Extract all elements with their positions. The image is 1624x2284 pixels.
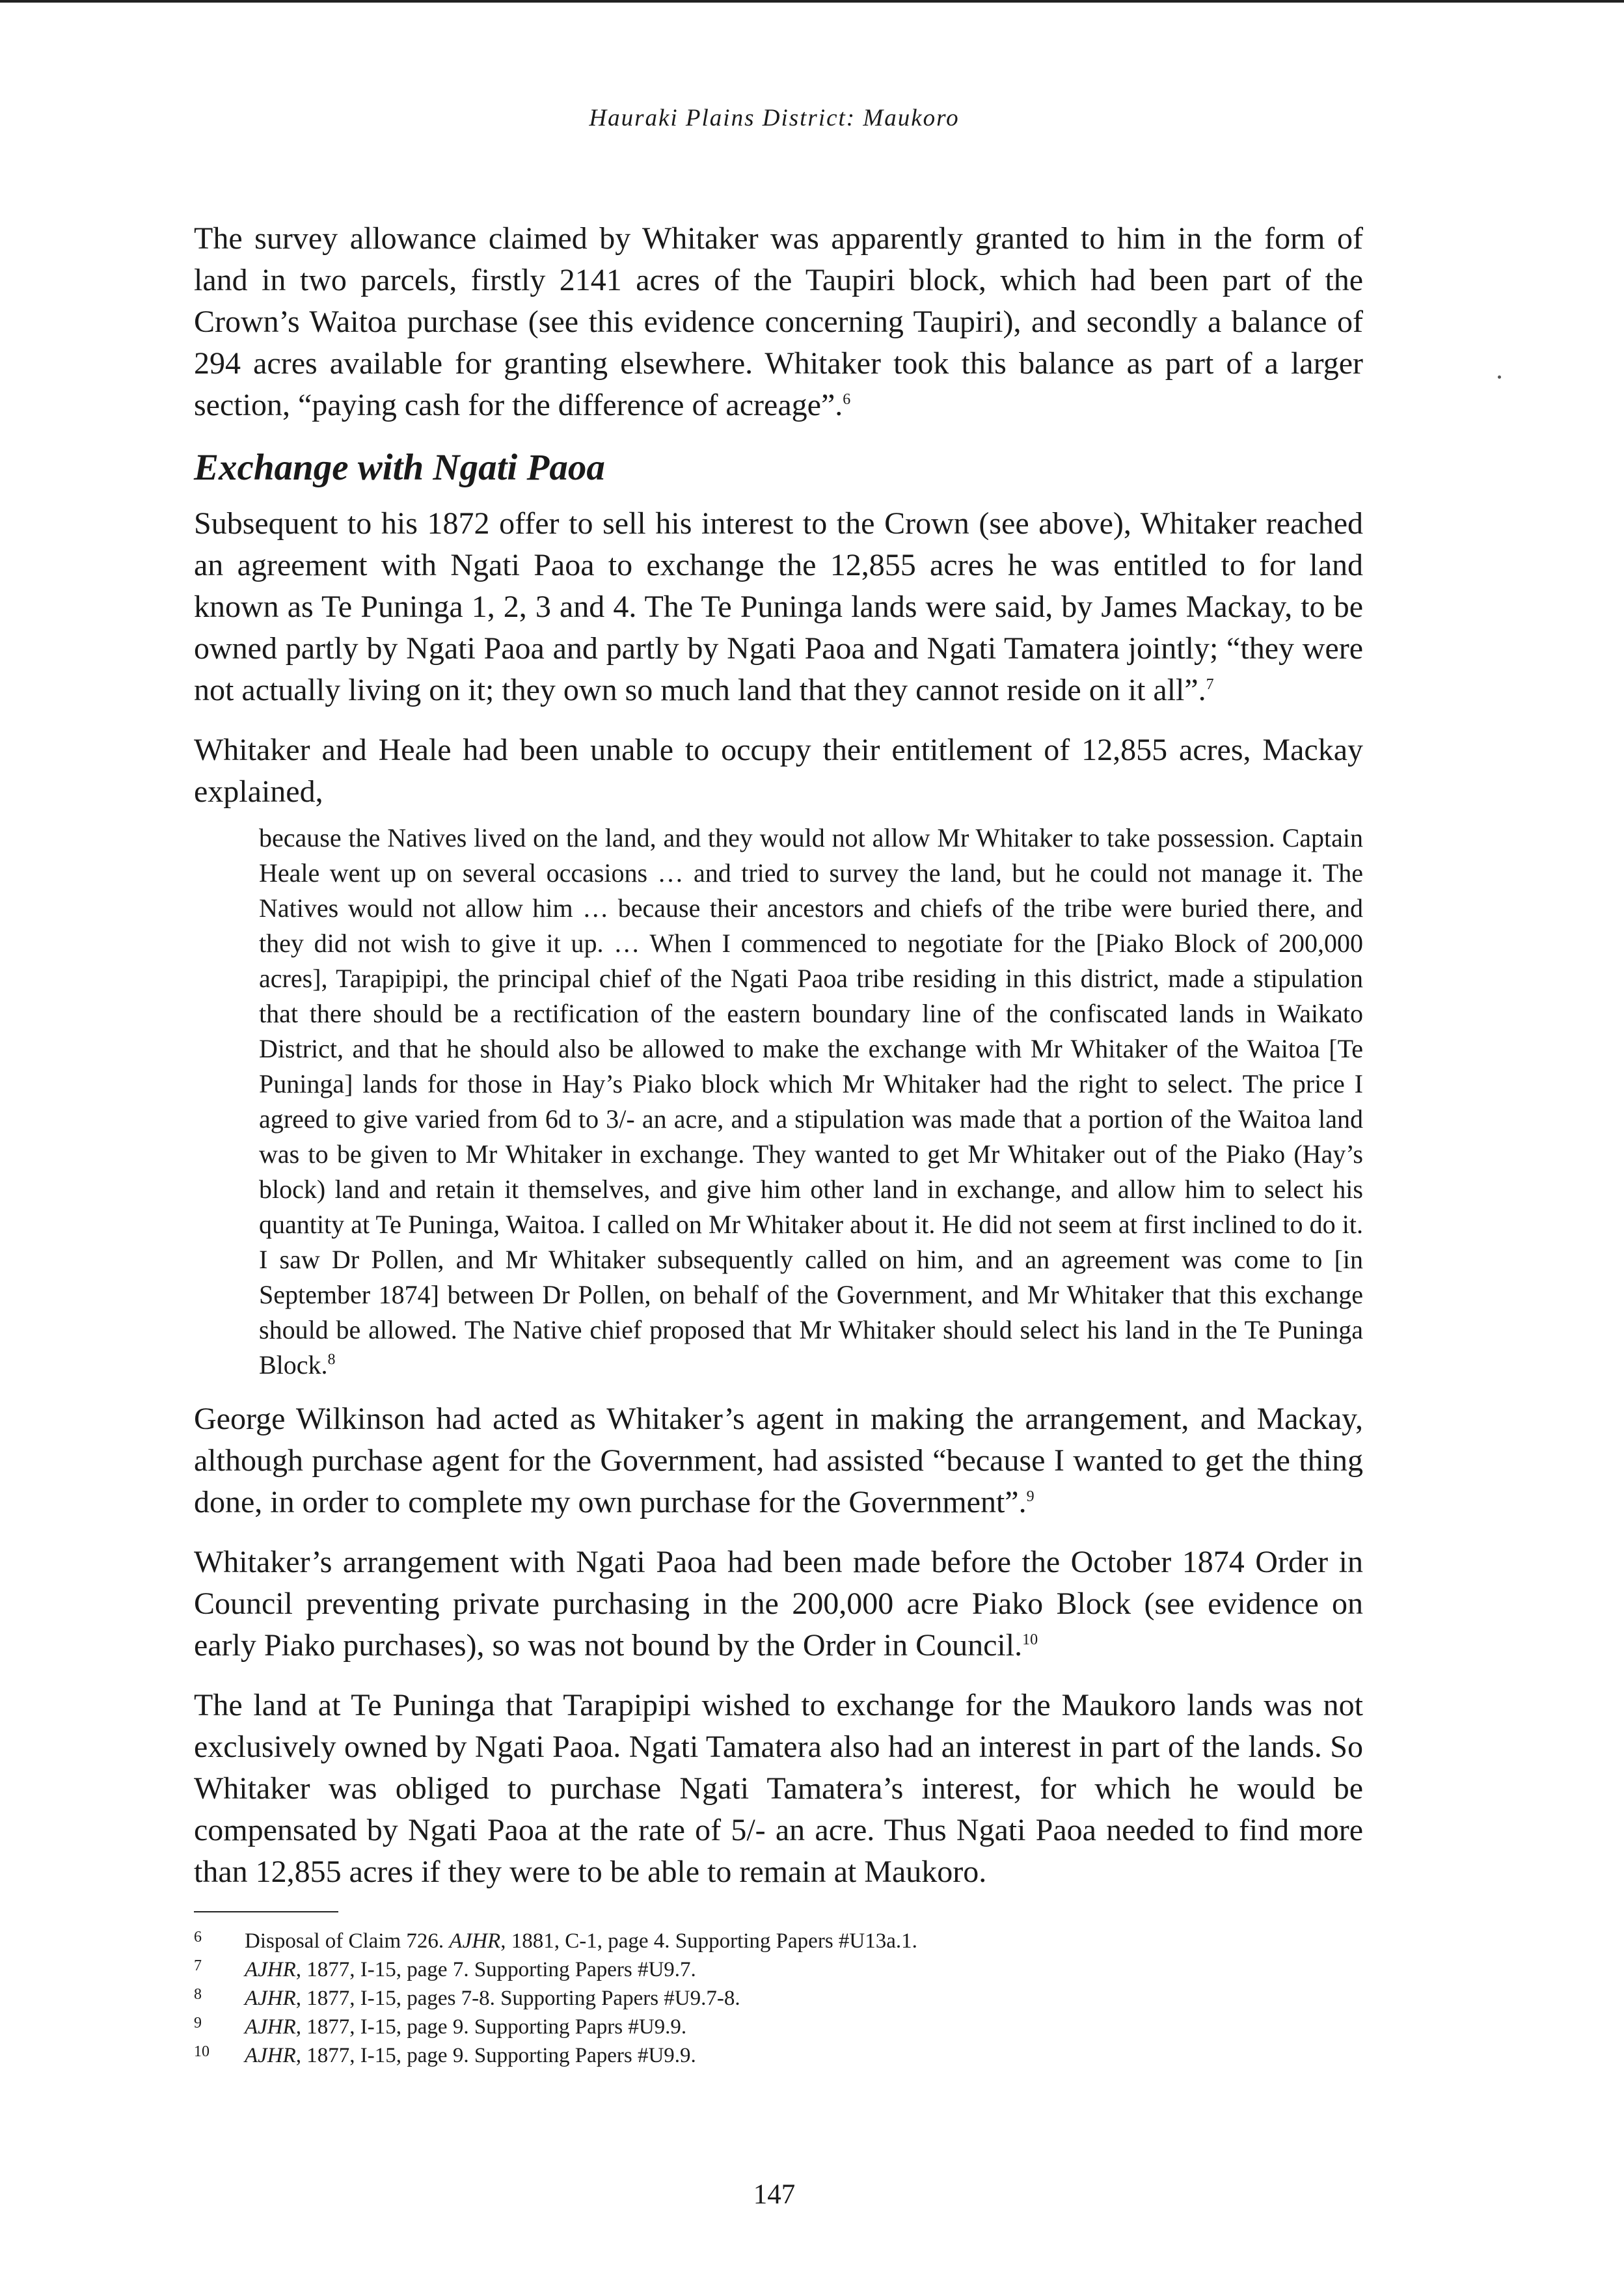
page-body (194, 218, 1363, 2070)
paragraph-te-puninga-ownership: The land at Te Puninga that Tarapipipi wished to exchange for the Maukoro lands was not exclusively owned by Ngati Paoa. Ngati Tamatera also had an interest in part of the lands. So Whitaker was obliged to purchase Ngati Tamatera’s interest, for which he would be compensated by Ngati Paoa at the rate of 5/- an acre. Thus Ngati Paoa needed to find more than 12,855 acres if they were to be able to remain at Maukoro. (194, 1688, 1363, 1889)
paragraph-survey-allowance: The survey allowance claimed by Whitaker was apparently granted to him in the form of land in two parcels, firstly 2141 acres of the Taupiri block, which had been part of the Crown’s Waitoa purchase (see this evidence concerning Taupiri), and secondly a balance of 294 acres available for granting elsewhere. Whitaker took this balance as part of a larger section, “paying cash for the difference of acreage”.$^6$ (194, 221, 1363, 422)
footnote-text: AJHR, 1877, I-15, page 7. Supporting Papers #U9.7. (245, 1958, 696, 1981)
footnote-number: 9 (194, 2015, 202, 2032)
footnotes (194, 1927, 1363, 2070)
footnote-number: 10 (194, 2043, 210, 2060)
paragraph-order-in-council: Whitaker’s arrangement with Ngati Paoa had been made before the October 1874 Order in Council preventing private purchasing in the 200,000 acre Piako Block (see evidence on early Piako purchases), so was not bound by the Order in Council.$^{10}$ (194, 1545, 1363, 1663)
footnote-item (194, 1927, 1363, 1955)
footnote-number: 8 (194, 1986, 202, 2003)
footnote-item (194, 1955, 1363, 1984)
page-number: 147 (753, 2179, 796, 2210)
footnote-text: AJHR, 1877, I-15, page 9. Supporting Paprs #U9.9. (245, 2015, 687, 2039)
footnote-text: AJHR, 1877, I-15, page 9. Supporting Papers #U9.9. (245, 2044, 696, 2067)
paragraph-mackay-explained: Whitaker and Heale had been unable to occupy their entitlement of 12,855 acres, Mackay explained, (194, 733, 1363, 809)
paragraph-wilkinson-agent: George Wilkinson had acted as Whitaker’s agent in making the arrangement, and Mackay, although purchase agent for the Government, had assisted “because I wanted to get the thing done, in order to complete my own purchase for the Government”.$^9$ (194, 1402, 1363, 1519)
footnote-text: Disposal of Claim 726. AJHR, 1881, C-1, page 4. Supporting Papers #U13a.1. (245, 1929, 917, 1953)
footnote-ref: 8 (327, 1351, 336, 1368)
footnote-item (194, 2013, 1363, 2041)
scan-edge-rule (0, 0, 1624, 3)
footnote-item (194, 1984, 1363, 2013)
footnote-ref: 9 (1026, 1488, 1035, 1505)
running-head: Hauraki Plains District: Maukoro (589, 105, 960, 131)
footnote-number: 7 (194, 1957, 202, 1974)
footnote-number: 6 (194, 1929, 202, 1946)
footnote-ref: 7 (1206, 676, 1214, 693)
footnote-item (194, 2041, 1363, 2070)
footnote-ref: 6 (843, 391, 851, 408)
section-heading: Exchange with Ngati Paoa (194, 447, 605, 488)
footnote-divider (194, 1911, 338, 1912)
footnote-ref: 10 (1022, 1631, 1038, 1648)
footnote-text: AJHR, 1877, I-15, pages 7-8. Supporting Papers #U9.7-8. (245, 1987, 740, 2010)
scan-speck (1498, 375, 1501, 379)
paragraph-exchange-agreement: Subsequent to his 1872 offer to sell his interest to the Crown (see above), Whitaker reached an agreement with Ngati Paoa to exchange the 12,855 acres he was entitled to for land known as Te Puninga 1, 2, 3 and 4. The Te Puninga lands were said, by James Mackay, to be owned partly by Ngati Paoa and partly by Ngati Paoa and Ngati Tamatera jointly; “they were not actually living on it; they own so much land that they cannot reside on it all”.$^7$ (194, 506, 1363, 707)
block-quote-mackay: because the Natives lived on the land, and they would not allow Mr Whitaker to take possession. Captain Heale went up on several occasions … and tried to survey the land, but he could not manage it. The Natives would not allow him … because their ancestors and chiefs of the tribe were buried there, and they did not wish to give it up. … When I commenced to negotiate for the [Piako Block of 200,000 acres], Tarapipipi, the principal chief of the Ngati Paoa tribe residing in this district, made a stipulation that there should be a rectification of the eastern boundary line of the confiscated lands in Waikato District, and that he should also be allowed to make the exchange with Mr Whitaker of the Waitoa [Te Puninga] lands for those in Hay’s Piako block which Mr Whitaker had the right to select. The price I agreed to give varied from 6d to 3/- an acre, and a stipulation was made that a portion of the Waitoa land was to be given to Mr Whitaker in exchange. They wanted to get Mr Whitaker out of the Piako (Hay’s block) land and retain it themselves, and give him other land in exchange, and allow him to select his quantity at Te Puninga, Waitoa. I called on Mr Whitaker about it. He did not seem at first inclined to do it. I saw Dr Pollen, and Mr Whitaker subsequently called on him, and an agreement was come to [in September 1874] between Dr Pollen, on behalf of the Government, and Mr Whitaker that this exchange should be allowed. The Native chief proposed that Mr Whitaker should select his land in the Te Puninga Block.$^8$ (259, 823, 1363, 1380)
